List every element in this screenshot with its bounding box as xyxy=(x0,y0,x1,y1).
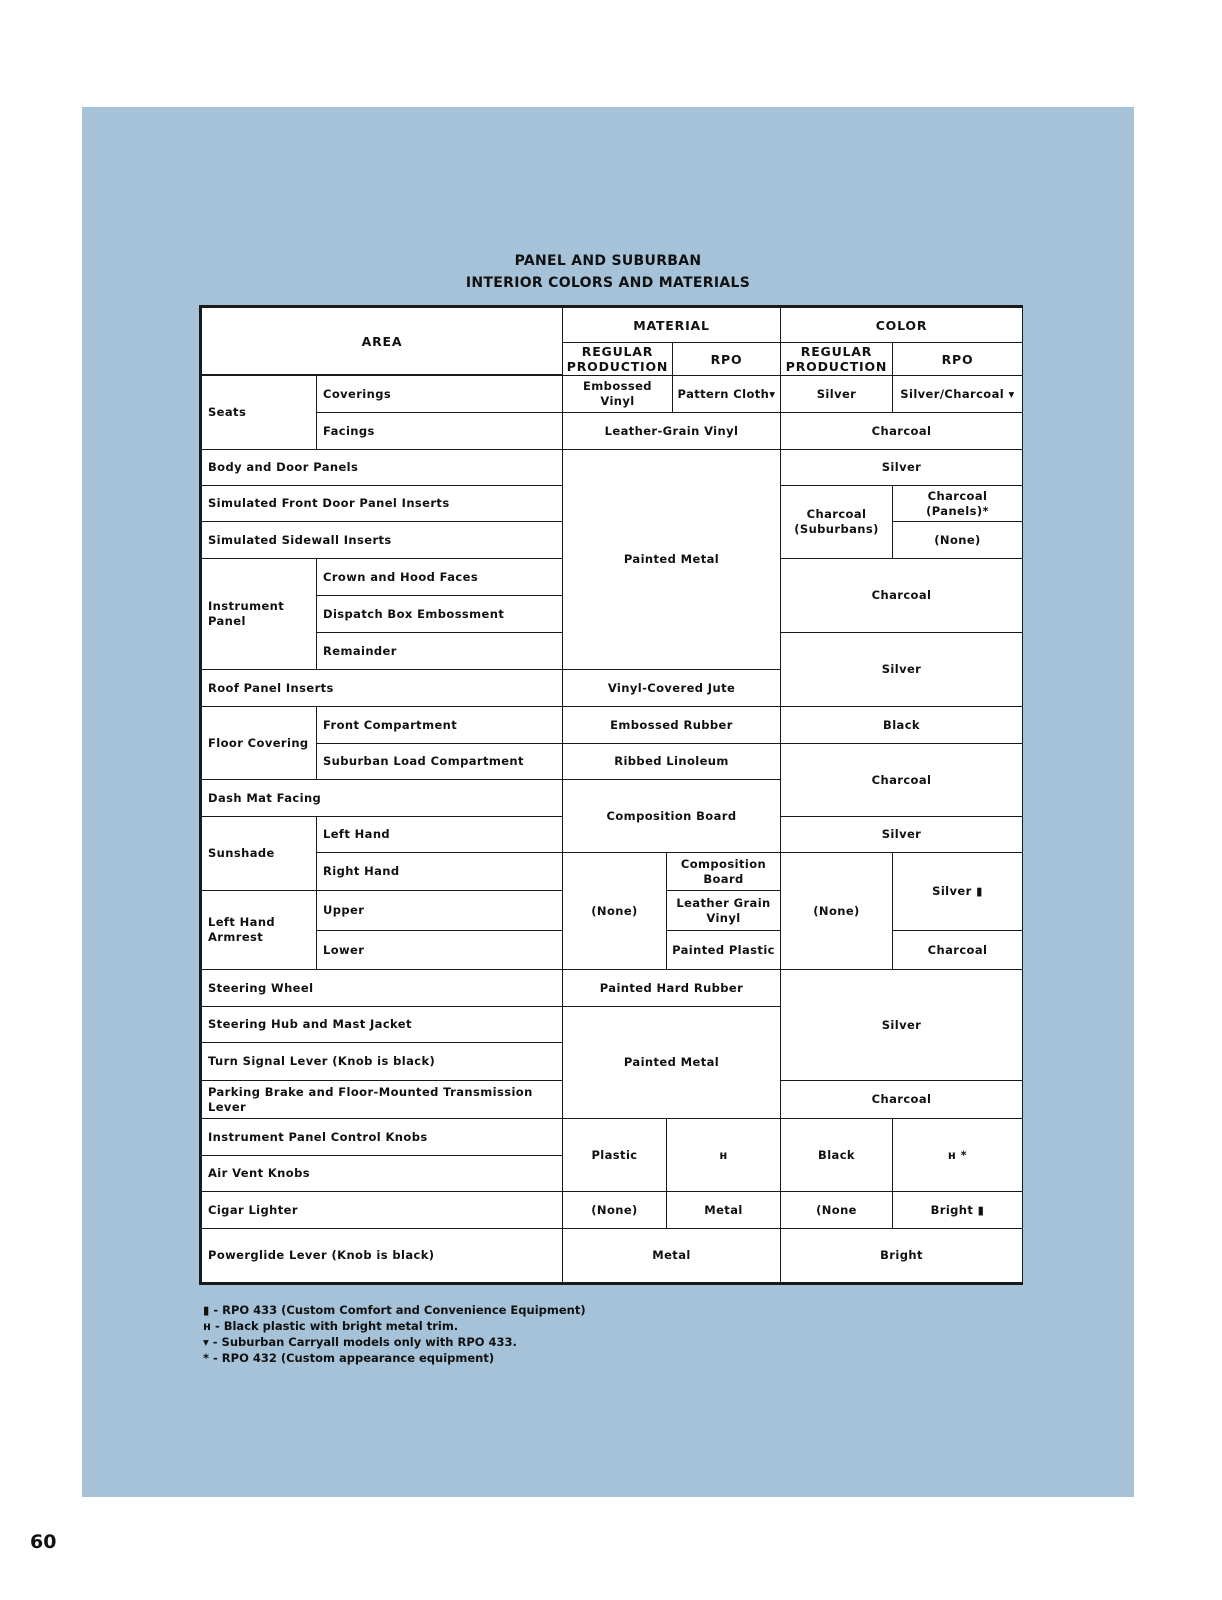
mat-embossed-vinyl: Embossed Vinyl xyxy=(562,375,673,413)
group-instrument-panel: Instrument Panel xyxy=(201,558,317,670)
mat-painted-hard-rubber: Painted Hard Rubber xyxy=(562,969,781,1007)
area-steering-wheel: Steering Wheel xyxy=(201,969,563,1007)
color-facings: Charcoal xyxy=(780,412,1023,450)
mat-knobs-rpo: ʜ xyxy=(666,1118,781,1192)
area-sim-sidewall-inserts: Simulated Sidewall Inserts xyxy=(201,521,563,559)
area-front-compartment: Front Compartment xyxy=(316,706,563,744)
mat-lighter-regular: (None) xyxy=(562,1191,667,1229)
mat-rpo-leather-grain: Leather Grain Vinyl xyxy=(666,890,781,931)
mat-rpo-composition-board: Composition Board xyxy=(666,852,781,891)
group-floor-covering: Floor Covering xyxy=(201,706,317,780)
color-load-dash: Charcoal xyxy=(780,743,1023,817)
area-dash-mat: Dash Mat Facing xyxy=(201,779,563,817)
material-regular-header: REGULAR PRODUCTION xyxy=(562,342,673,376)
mat-vinyl-covered-jute: Vinyl-Covered Jute xyxy=(562,669,781,707)
page-number: 60 xyxy=(30,1531,57,1553)
color-sim-inserts-regular: Charcoal (Suburbans) xyxy=(780,485,893,559)
mat-plastic: Plastic xyxy=(562,1118,667,1192)
area-upper: Upper xyxy=(316,890,563,931)
color-body-door: Silver xyxy=(780,449,1023,486)
mat-powerglide: Metal xyxy=(562,1228,781,1283)
group-left-hand-armrest: Left Hand Armrest xyxy=(201,890,317,970)
color-knobs-rpo: ʜ * xyxy=(892,1118,1023,1192)
material-header: MATERIAL xyxy=(562,307,781,343)
mat-leather-grain-vinyl: Leather-Grain Vinyl xyxy=(562,412,781,450)
color-knobs-regular: Black xyxy=(780,1118,893,1192)
interior-table xyxy=(199,305,1023,1285)
color-armrest-regular: (None) xyxy=(780,852,893,970)
color-rpo-header: RPO xyxy=(892,342,1023,376)
area-sim-front-door-inserts: Simulated Front Door Panel Inserts xyxy=(201,485,563,522)
group-seats: Seats xyxy=(201,375,317,450)
color-front-compartment: Black xyxy=(780,706,1023,744)
area-left-hand: Left Hand xyxy=(316,816,563,853)
color-lighter-regular: (None xyxy=(780,1191,893,1229)
color-crown-dispatch: Charcoal xyxy=(780,558,1023,633)
mat-pattern-cloth: Pattern Cloth▾ xyxy=(672,375,781,413)
area-suburban-load: Suburban Load Compartment xyxy=(316,743,563,780)
footnote-1: ▮ - RPO 433 (Custom Comfort and Convenience Equipment) xyxy=(203,1303,586,1317)
area-header: AREA xyxy=(201,307,563,375)
color-sim-front-rpo: Charcoal (Panels)* xyxy=(892,485,1023,522)
mat-embossed-rubber: Embossed Rubber xyxy=(562,706,781,744)
area-crown-hood-faces: Crown and Hood Faces xyxy=(316,558,563,596)
area-roof-panel-inserts: Roof Panel Inserts xyxy=(201,669,563,707)
color-lighter-rpo: Bright ▮ xyxy=(892,1191,1023,1229)
mat-ribbed-linoleum: Ribbed Linoleum xyxy=(562,743,781,780)
color-sim-sidewall-rpo: (None) xyxy=(892,521,1023,559)
area-cigar-lighter: Cigar Lighter xyxy=(201,1191,563,1229)
area-remainder: Remainder xyxy=(316,632,563,670)
footnote-3: ▾ - Suburban Carryall models only with RPO 433. xyxy=(203,1335,517,1349)
area-lower: Lower xyxy=(316,930,563,970)
page-title xyxy=(82,250,1134,294)
material-rpo-header: RPO xyxy=(672,342,781,376)
area-steering-hub: Steering Hub and Mast Jacket xyxy=(201,1006,563,1043)
area-ip-control-knobs: Instrument Panel Control Knobs xyxy=(201,1118,563,1156)
footnote-4: * - RPO 432 (Custom appearance equipment) xyxy=(203,1351,495,1365)
footnotes xyxy=(203,1302,586,1366)
mat-painted-metal-upper: Painted Metal xyxy=(562,449,781,670)
area-dispatch-box: Dispatch Box Embossment xyxy=(316,595,563,633)
color-parking-brake: Charcoal xyxy=(780,1080,1023,1119)
mat-none-regular: (None) xyxy=(562,852,667,970)
footnote-2: ʜ - Black plastic with bright metal trim. xyxy=(203,1319,459,1333)
area-parking-brake: Parking Brake and Floor-Mounted Transmission Lever xyxy=(201,1080,563,1119)
mat-painted-metal-lower: Painted Metal xyxy=(562,1006,781,1119)
area-air-vent-knobs: Air Vent Knobs xyxy=(201,1155,563,1192)
color-coverings-regular: Silver xyxy=(780,375,893,413)
area-turn-signal: Turn Signal Lever (Knob is black) xyxy=(201,1042,563,1081)
area-facings: Facings xyxy=(316,412,563,450)
color-coverings-rpo: Silver/Charcoal ▾ xyxy=(892,375,1023,413)
color-header: COLOR xyxy=(780,307,1023,343)
color-steering: Silver xyxy=(780,969,1023,1081)
color-regular-header: REGULAR PRODUCTION xyxy=(780,342,893,376)
color-armrest-rpo-lower: Charcoal xyxy=(892,930,1023,970)
area-coverings: Coverings xyxy=(316,375,563,413)
mat-composition-board: Composition Board xyxy=(562,779,781,853)
area-right-hand: Right Hand xyxy=(316,852,563,891)
area-body-door-panels: Body and Door Panels xyxy=(201,449,563,486)
color-left-sunshade: Silver xyxy=(780,816,1023,853)
mat-rpo-painted-plastic: Painted Plastic xyxy=(666,930,781,970)
color-remainder-roof: Silver xyxy=(780,632,1023,707)
color-armrest-rpo-upper: Silver ▮ xyxy=(892,852,1023,931)
group-sunshade: Sunshade xyxy=(201,816,317,891)
color-powerglide: Bright xyxy=(780,1228,1023,1283)
title-line-2: INTERIOR COLORS AND MATERIALS xyxy=(465,275,751,291)
title-line-1: PANEL AND SUBURBAN xyxy=(514,253,702,269)
area-powerglide: Powerglide Lever (Knob is black) xyxy=(201,1228,563,1283)
mat-lighter-rpo: Metal xyxy=(666,1191,781,1229)
